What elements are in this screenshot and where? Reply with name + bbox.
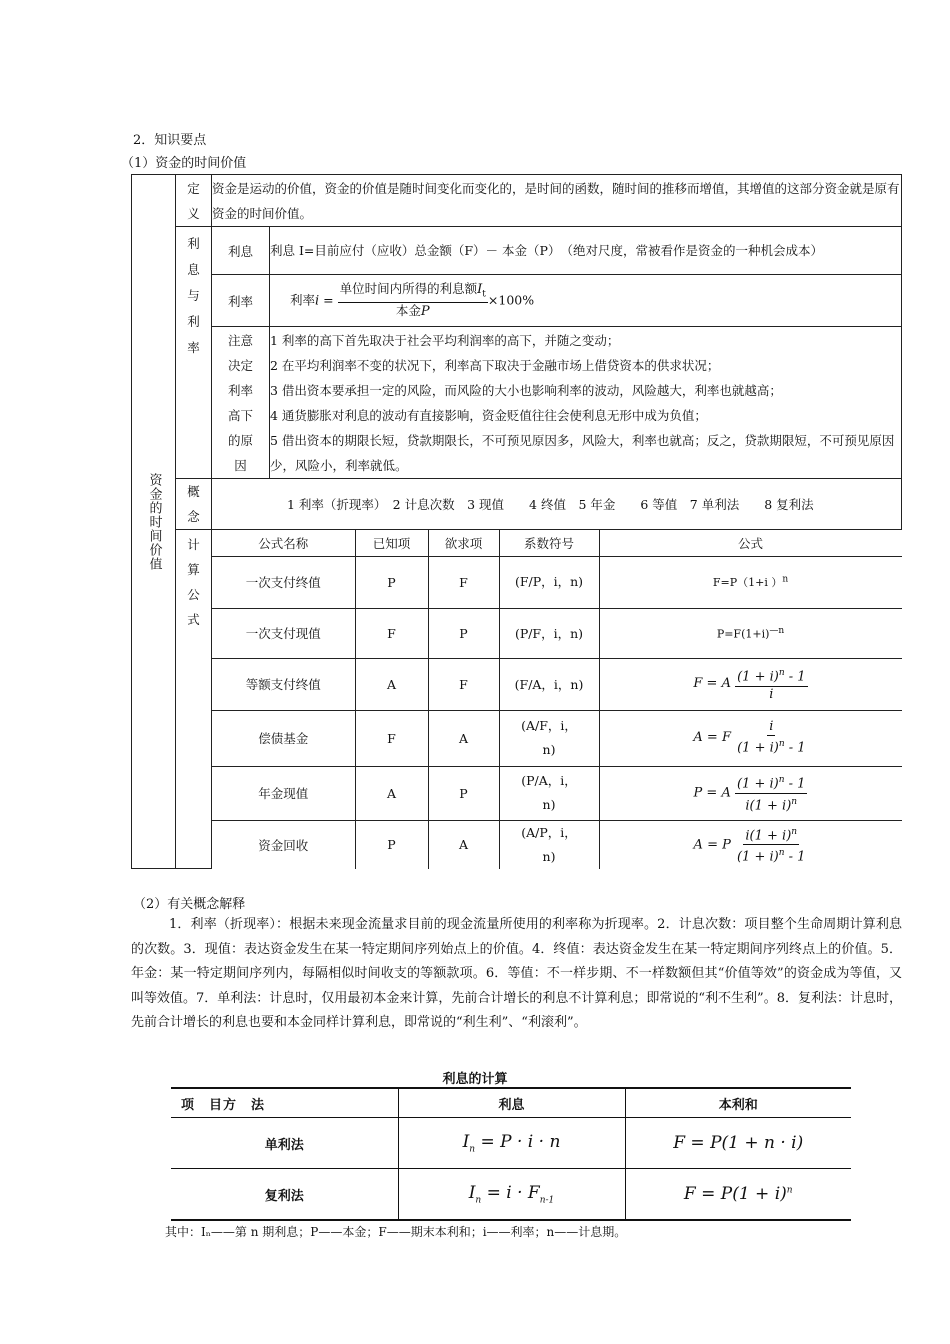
formula-name: 资金回收 xyxy=(212,820,355,869)
section2-paragraph: 1．利率（折现率）：根据未来现金流量求目前的现金流量所使用的利率称为折现率。2．计息次数：项目整个生命周期计算利息的次数。3．现值：表达资金发生在某一特定期间序列始点上的价值。4．终值：表达资金发生在某一特定期间序列终点上的价值。5．年金：某一特定期间序列内，每隔相似时间收支的等额款项。6．等值：不一样步期、不一样数额但其“价值等效”的资金成为等值，又叫等效值。7．单利法：计息时，仅用最初本金来计算，先前合计增长的利息不计算利息；即常说的“利不生利”。8．复利法：计息时，先前合计增长的利息也要和本金同样计算利息，即常说的“利生利”、“利滚利”。 xyxy=(131,917,902,1030)
interest-table-header: 项 目方 法 xyxy=(171,1088,398,1118)
formula-header: 公式 xyxy=(599,530,902,556)
formula-known: P xyxy=(355,820,428,869)
formula-name: 一次支付现值 xyxy=(212,608,355,658)
formula-want: F xyxy=(428,556,499,608)
time-value-table xyxy=(131,174,902,869)
rate-denominator: 本金 xyxy=(395,303,421,319)
formula-header: 公式名称 xyxy=(212,530,355,556)
formulas-label-cell xyxy=(176,530,212,869)
concepts-text: 1 利率（折现率） 2 计息次数 3 现值 4 终值 5 年金 6 等值 7 单利法 8 复利法 xyxy=(212,479,902,530)
interest-table-header: 本利和 xyxy=(625,1088,851,1118)
formula-symbol: (F/P，i，n) xyxy=(499,556,599,608)
rate-label: 利率 xyxy=(212,275,270,327)
formula-known: F xyxy=(355,608,428,658)
rate-suffix: ×100% xyxy=(487,292,535,307)
formula-known: A xyxy=(355,658,428,710)
definition-label: 定义 xyxy=(187,180,200,221)
factor-line: 3 借出资本要承担一定的风险，而风险的大小也影响利率的波动，风险越大，利率也就越高； xyxy=(270,382,782,398)
simple-amount-formula: F = P(1 + n · i) xyxy=(625,1118,851,1169)
formula-annuity-present: P = A $\frac{(1 + i)^n - 1}{i(1 + i)^n}$ xyxy=(599,766,902,820)
side-label-cell xyxy=(132,175,176,869)
interest-table-header: 利息 xyxy=(398,1088,625,1118)
rate-numerator-var: I xyxy=(477,281,483,297)
formula-symbol: (A/P，i，n) xyxy=(499,820,599,869)
rate-formula: 利率i = $\frac{单位时间内所得的利息额I_t}{\text{本金P}}$ ×100% xyxy=(270,275,902,327)
formula-sinking-fund: A = F $\frac{i}{(1 + i)^n - 1}$ xyxy=(599,710,902,766)
method-label: 单利法 xyxy=(171,1118,398,1169)
formula-symbol: (P/A，i，n) xyxy=(499,766,599,820)
rate-numerator-sub: t xyxy=(482,289,486,300)
rate-fraction xyxy=(338,281,488,321)
rate-denominator-var: P xyxy=(420,304,430,320)
section2-title: （2）有关概念解释 xyxy=(133,897,246,912)
formula-capital-recovery: A = P $\frac{i(1 + i)^n}{(1 + i)^n - 1}$ xyxy=(599,820,902,869)
formula-name: 一次支付终值 xyxy=(212,556,355,608)
factor-line: 2 在平均利润率不变的状况下，利率高下取决于金融市场上借贷资本的供求状况； xyxy=(270,357,720,373)
side-label: 资金的时间价值 xyxy=(146,472,162,571)
footnote: 其中：Iₙ——第 n 期利息；P——本金；F——期末本利和；i——利率；n——计息期。 xyxy=(165,1225,627,1239)
formula-want: F xyxy=(428,658,499,710)
factor-line: 5 借出资本的期限长短，贷款期限长，不可预见原因多，风险大，利率也就高；反之，贷款期限短，不可预见原因少，风险小，利率就低。 xyxy=(270,432,895,473)
formula-single-future: F=P（1+i ）$^n$ xyxy=(599,556,902,608)
formula-header: 已知项 xyxy=(355,530,428,556)
interest-section-label: 利息与利率 xyxy=(187,236,200,355)
formula-want: A xyxy=(428,820,499,869)
formula-header: 系数符号 xyxy=(499,530,599,556)
compound-amount-formula: $F = P(1 + i)^n$ xyxy=(625,1169,851,1221)
formula-name: 偿债基金 xyxy=(212,710,355,766)
rate-var: i xyxy=(315,293,320,308)
formula-known: P xyxy=(355,556,428,608)
method-label: 复利法 xyxy=(171,1169,398,1221)
interest-definition: 利息 I=目前应付（应收）总金额（F）－ 本金（P） （绝对尺度，常被看作是资金的一种机会成本） xyxy=(270,227,902,275)
factors-label: 注意决定利率高下的原因 xyxy=(227,332,253,473)
heading-time-value: （1）资金的时间价值 xyxy=(121,156,247,171)
formula-annuity-future: F = A $\frac{(1 + i)^n - 1}{i}$ xyxy=(599,658,902,710)
interest-table-title: 利息的计算 xyxy=(442,1072,508,1087)
concepts-label: 概念 xyxy=(187,484,200,524)
formula-single-present: $P=F(1+i)^{—n}$ xyxy=(599,608,902,658)
formula-known: F xyxy=(355,710,428,766)
definition-label-cell xyxy=(176,175,212,227)
factor-line: 1 利率的高下首先取决于社会平均利润率的高下，并随之变动； xyxy=(270,332,620,348)
formula-symbol: (A/F，i，n) xyxy=(499,710,599,766)
compound-interest-formula: $I_n = i \cdot F_{n-1}$ xyxy=(398,1169,625,1221)
interest-calc-table xyxy=(171,1087,851,1221)
factors-list xyxy=(270,327,902,479)
rate-numerator: 单位时间内所得的利息额 xyxy=(339,280,478,296)
factors-label-cell xyxy=(212,327,270,479)
formula-want: P xyxy=(428,608,499,658)
formula-known: A xyxy=(355,766,428,820)
factor-line: 4 通货膨胀对利息的波动有直接影响，资金贬值往往会使利息无形中成为负值； xyxy=(270,407,707,423)
concepts-label-cell xyxy=(176,479,212,530)
formula-symbol: (P/F，i，n) xyxy=(499,608,599,658)
formula-header: 欲求项 xyxy=(428,530,499,556)
interest-label-cell xyxy=(176,227,212,479)
formula-symbol: (F/A，i，n) xyxy=(499,658,599,710)
rate-prefix: 利率 xyxy=(290,292,316,307)
formula-name: 年金现值 xyxy=(212,766,355,820)
formula-table xyxy=(212,530,902,869)
formula-want: A xyxy=(428,710,499,766)
formula-name: 等额支付终值 xyxy=(212,658,355,710)
formula-want: P xyxy=(428,766,499,820)
heading-knowledge: 2．知识要点 xyxy=(133,133,207,148)
interest-label: 利息 xyxy=(212,227,270,275)
definition-text: 资金是运动的价值，资金的价值是随时间变化而变化的，是时间的函数，随时间的推移而增值，其增值的这部分资金就是原有资金的时间价值。 xyxy=(212,175,902,227)
formulas-label: 计算公式 xyxy=(187,537,200,627)
formulas-cell xyxy=(212,530,902,869)
simple-interest-formula: $I_n = P \cdot i \cdot n$ xyxy=(398,1118,625,1169)
